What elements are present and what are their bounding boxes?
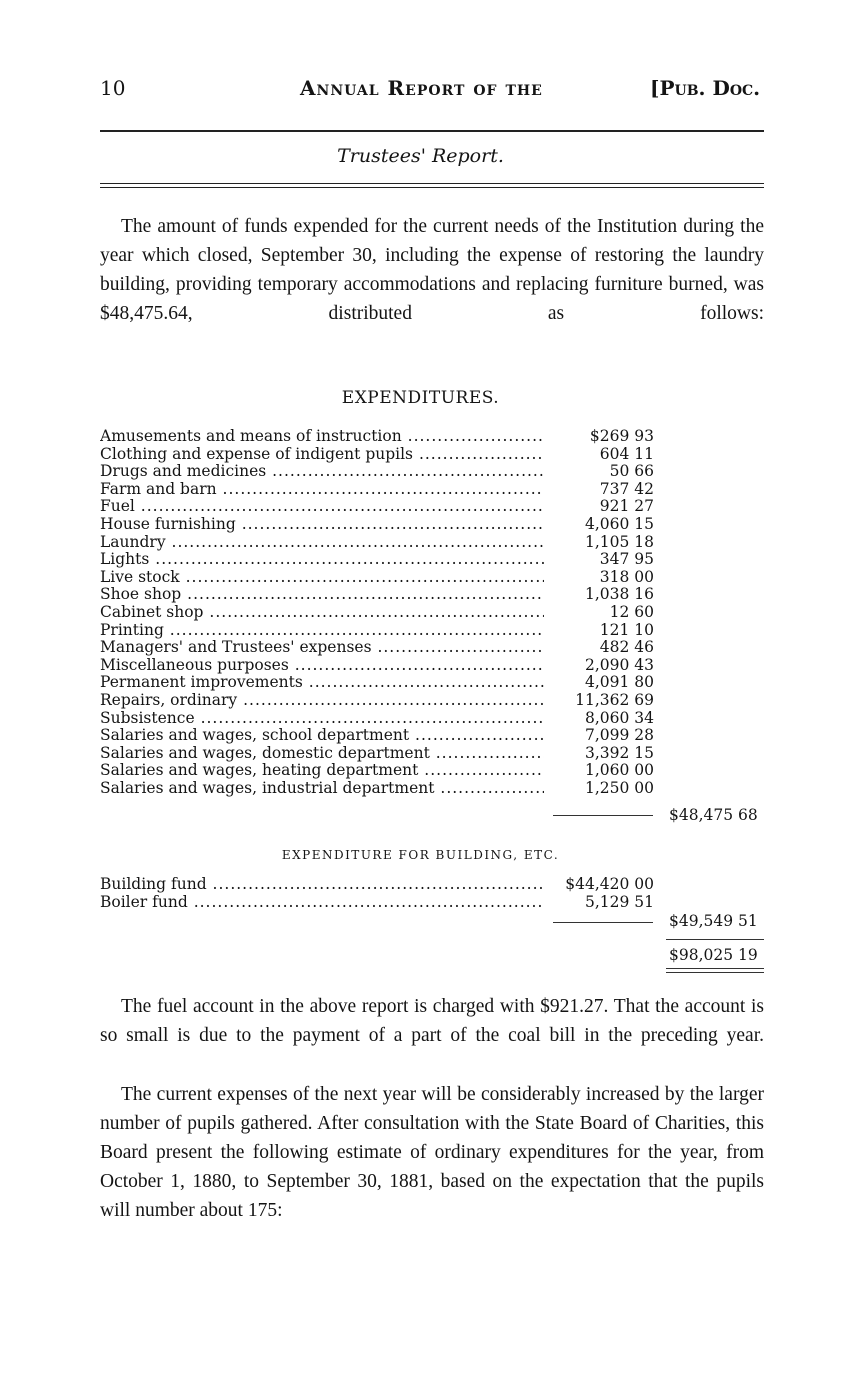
- subtitle-rule-bottom: [100, 187, 764, 188]
- ledger-row: [100, 446, 780, 464]
- section-subtitle: Trustees' Report.: [337, 145, 504, 167]
- building-table: [100, 876, 780, 911]
- page-number: 10: [100, 76, 126, 100]
- ledger-label: Laundry .....: [100, 534, 544, 552]
- ledger-label: Amusements and means of instruction .....: [100, 428, 544, 446]
- estimate-paragraph: The current expenses of the next year will be considerably increased by the larger number of pupils gathered. After consultation with the State Board of Charities, this Board present the following estimate of ordinary expenditures for the year, from October 1, 1880, to September 30, 1881, based on the expectation that the pupils will number about 175:: [100, 1084, 764, 1221]
- ledger-amount: 3,392 15: [584, 743, 654, 762]
- ledger-amount: 1,105 18: [584, 532, 654, 551]
- ledger-amount: 8,060 34: [584, 708, 654, 727]
- ledger-row: [100, 463, 780, 481]
- ledger-amount: 4,091 80: [584, 673, 654, 692]
- ledger-label: Subsistence .....: [100, 710, 544, 728]
- building-total: $49,549 51: [669, 912, 758, 930]
- double-rule-bottom: [666, 972, 764, 973]
- ledger-label: Clothing and expense of indigent pupils .....: [100, 446, 544, 464]
- ledger-label: Printing .....: [100, 622, 544, 640]
- ledger-amount: 482 46: [599, 638, 654, 657]
- expenditures-total: $48,475 68: [669, 806, 758, 824]
- ledger-amount: 2,090 43: [584, 655, 654, 674]
- ledger-label: Drugs and medicines .....: [100, 463, 544, 481]
- grand-total: $98,025 19: [669, 946, 758, 964]
- ledger-label: Repairs, ordinary .....: [100, 692, 544, 710]
- ledger-row: [100, 710, 780, 728]
- ledger-row: [100, 657, 780, 675]
- ledger-amount: 1,250 00: [584, 778, 654, 797]
- ledger-row: [100, 586, 780, 604]
- building-subtotal-rule: [553, 922, 653, 923]
- ledger-label: Salaries and wages, industrial department .....: [100, 780, 544, 798]
- ledger-amount: 50 66: [609, 462, 654, 481]
- expenditures-table: [100, 428, 780, 797]
- document-label: [Pub. Doc.: [650, 76, 761, 100]
- ledger-label: Managers' and Trustees' expenses .....: [100, 639, 544, 657]
- ledger-amount: 604 11: [599, 444, 654, 463]
- ledger-label: Shoe shop .....: [100, 586, 544, 604]
- ledger-row: [100, 622, 780, 640]
- ledger-amount: 1,060 00: [584, 761, 654, 780]
- ledger-label: Miscellaneous purposes .....: [100, 657, 544, 675]
- ledger-amount: 7,099 28: [584, 726, 654, 745]
- ledger-amount: $44,420 00: [565, 875, 654, 893]
- ledger-row: [100, 876, 780, 894]
- ledger-row: [100, 551, 780, 569]
- ledger-row: [100, 481, 780, 499]
- grand-total-rule: [666, 939, 764, 940]
- ledger-amount: 318 00: [599, 567, 654, 586]
- intro-paragraph: The amount of funds expended for the current needs of the Institution during the year which closed, September 30, including the expense of restoring the laundry building, providing temporary accommodations and replacing furniture burned, was $48,475.64, distributed as follows:: [100, 216, 764, 324]
- subtitle-rule-top: [100, 183, 764, 184]
- double-rule-top: [666, 968, 764, 969]
- ledger-row: [100, 745, 780, 763]
- ledger-label: Live stock .....: [100, 569, 544, 587]
- ledger-label: Permanent improvements .....: [100, 674, 544, 692]
- ledger-row: [100, 780, 780, 798]
- ledger-row: [100, 727, 780, 745]
- ledger-row: [100, 428, 780, 446]
- expenditures-title: EXPENDITURES.: [341, 388, 500, 408]
- ledger-row: [100, 516, 780, 534]
- ledger-label: House furnishing .....: [100, 516, 544, 534]
- ledger-amount: 737 42: [599, 479, 654, 498]
- subtotal-rule: [553, 815, 653, 816]
- ledger-label: Salaries and wages, domestic department .....: [100, 745, 544, 763]
- ledger-row: [100, 894, 780, 912]
- ledger-label: Fuel .....: [100, 498, 544, 516]
- ledger-row: [100, 692, 780, 710]
- header-rule: [100, 130, 764, 132]
- ledger-amount: 921 27: [599, 497, 654, 516]
- ledger-row: [100, 569, 780, 587]
- ledger-row: [100, 639, 780, 657]
- ledger-amount: $269 93: [589, 427, 654, 445]
- ledger-row: [100, 604, 780, 622]
- ledger-amount: 347 95: [599, 550, 654, 569]
- ledger-row: [100, 674, 780, 692]
- ledger-label: Building fund .....: [100, 876, 544, 894]
- ledger-label: Farm and barn .....: [100, 481, 544, 499]
- ledger-amount: 12 60: [609, 602, 654, 621]
- ledger-label: Cabinet shop .....: [100, 604, 544, 622]
- building-title: EXPENDITURE FOR BUILDING, ETC.: [281, 848, 560, 862]
- ledger-label: Salaries and wages, school department .....: [100, 727, 544, 745]
- ledger-amount: 5,129 51: [584, 892, 654, 911]
- running-title: Annual Report of the: [300, 76, 543, 100]
- ledger-amount: 4,060 15: [584, 514, 654, 533]
- ledger-label: Lights .....: [100, 551, 544, 569]
- fuel-paragraph: The fuel account in the above report is charged with $921.27. That the account is so small is due to the payment of a part of the coal bill in the preceding year.: [100, 996, 764, 1046]
- ledger-label: Salaries and wages, heating department .....: [100, 762, 544, 780]
- ledger-amount: 11,362 69: [575, 690, 654, 709]
- ledger-label: Boiler fund .....: [100, 894, 544, 912]
- ledger-row: [100, 534, 780, 552]
- ledger-amount: 121 10: [599, 620, 654, 639]
- ledger-row: [100, 762, 780, 780]
- ledger-row: [100, 498, 780, 516]
- ledger-amount: 1,038 16: [584, 585, 654, 604]
